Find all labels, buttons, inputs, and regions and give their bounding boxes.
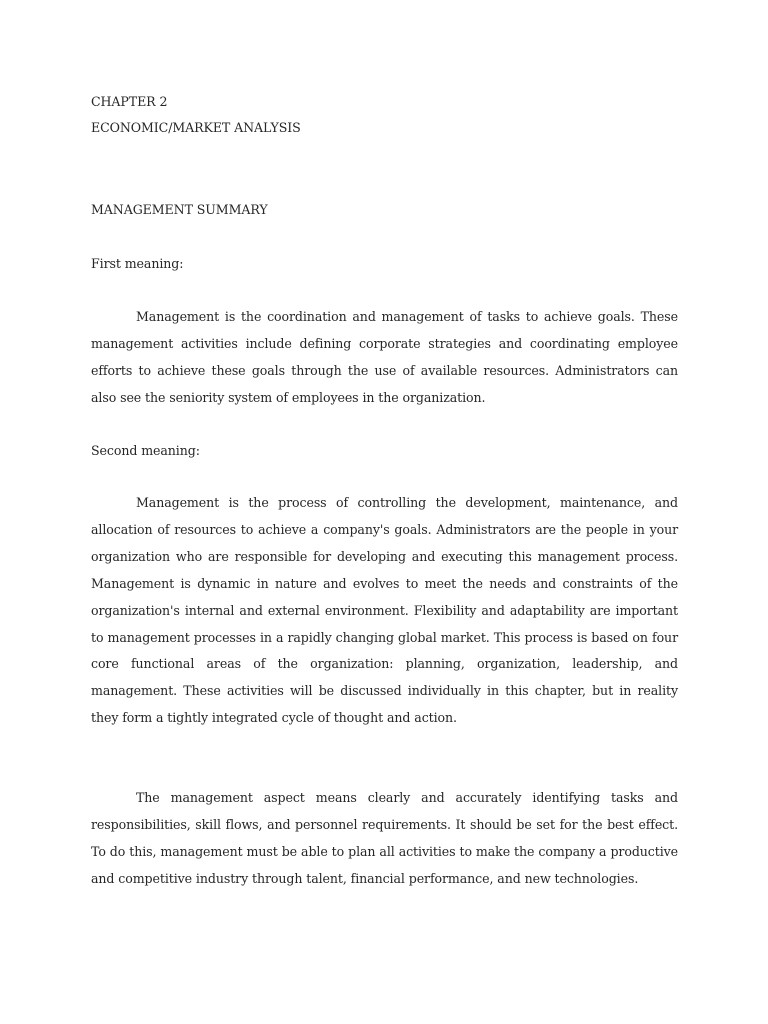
chapter-title: ECONOMIC/MARKET ANALYSIS	[91, 120, 301, 135]
chapter-label: CHAPTER 2	[91, 94, 168, 109]
section-title: MANAGEMENT SUMMARY	[91, 202, 268, 217]
second-meaning-label: Second meaning:	[91, 443, 200, 458]
first-meaning-paragraph: Management is the coordination and management of tasks to achieve goals. These management activities include defining corporate strategies and coordinating employee efforts to achieve these goals through the use of available resources. Administrators can also see the seniority system of employees in the organization.	[91, 309, 678, 405]
chapter-heading	[91, 89, 678, 141]
management-aspect-paragraph: The management aspect means clearly and accurately identifying tasks and responsibilities, skill flows, and personnel requirements. It should be set for the best effect. To do this, management must be able to plan all activities to make the company a productive and competitive industry through talent, financial performance, and new technologies.	[91, 790, 678, 886]
first-meaning-label: First meaning:	[91, 256, 184, 271]
second-meaning-paragraph: Management is the process of controlling the development, maintenance, and allocation of resources to achieve a company's goals. Administrators are the people in your organization who are responsible for developing and executing this management process. Management is dynamic in nature and evolves to meet the needs and constraints of the organization's internal and external environment. Flexibility and adaptability are important to management processes in a rapidly changing global market. This process is based on four core functional areas of the organization: planning, organization, leadership, and management. These activities will be discussed individually in this chapter, but in reality they form a tightly integrated cycle of thought and action.	[91, 495, 678, 726]
